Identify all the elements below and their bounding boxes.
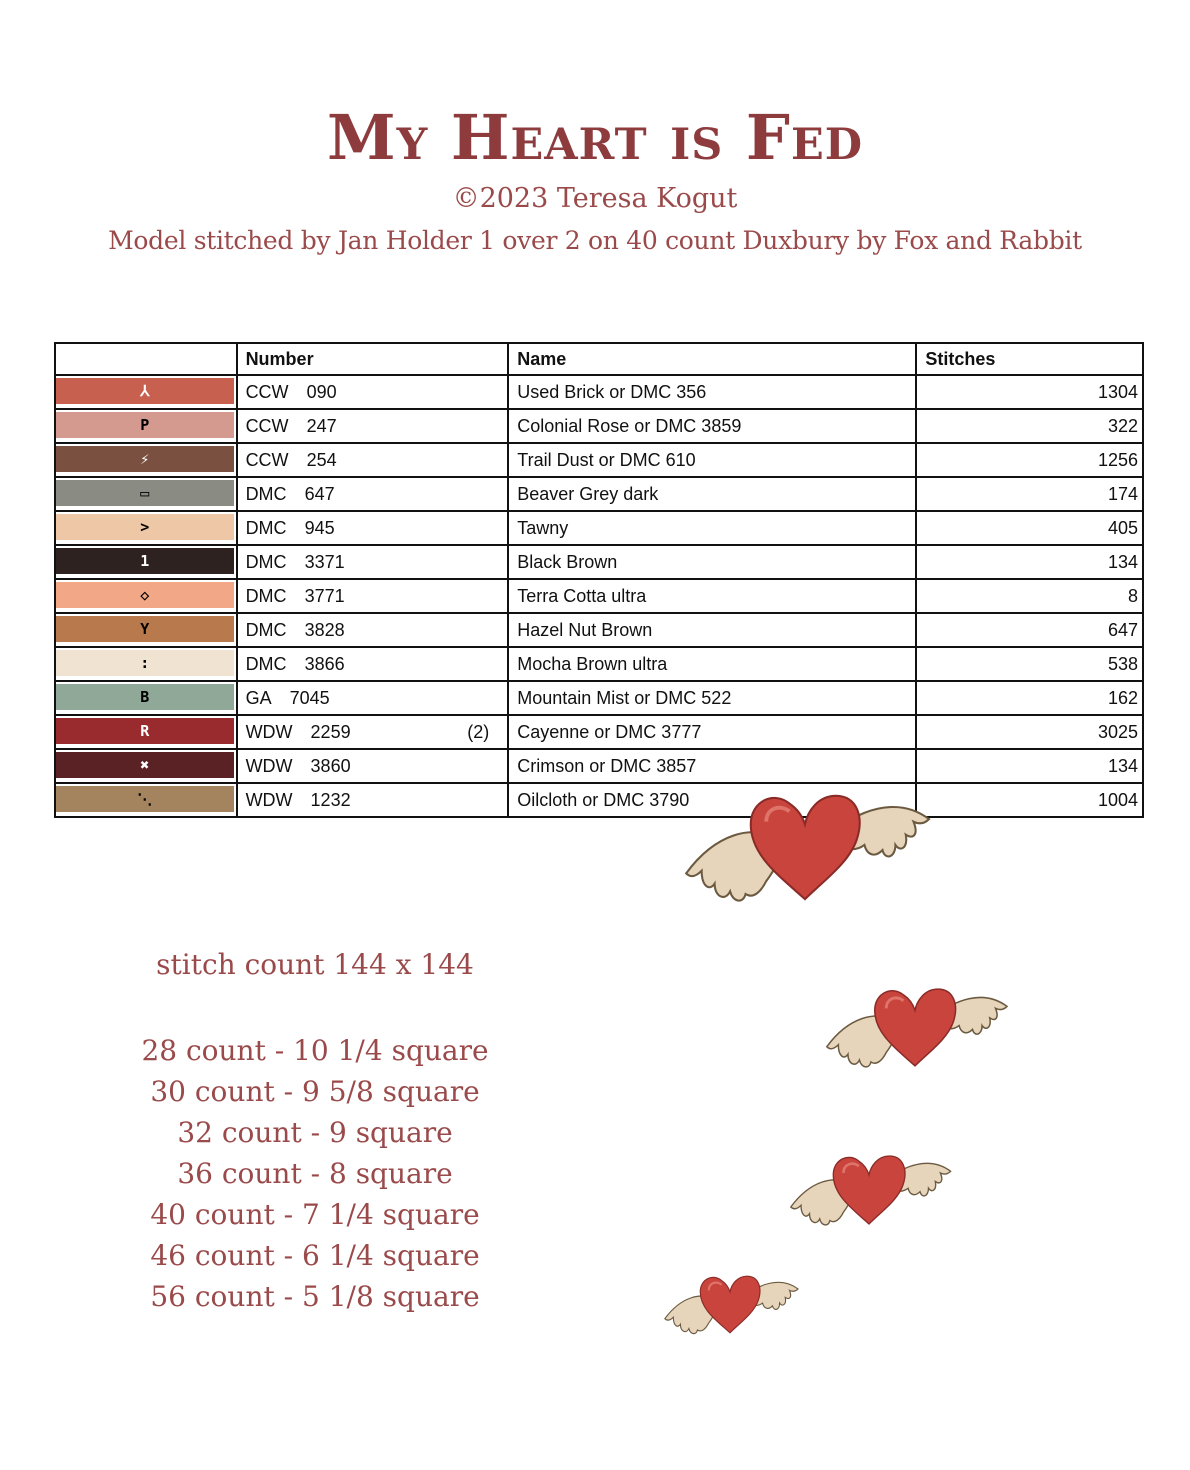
color-swatch: R xyxy=(56,718,234,744)
color-swatch: 1 xyxy=(56,548,234,574)
thread-code: 2259 xyxy=(310,721,351,742)
thread-code: 7045 xyxy=(289,687,330,708)
stitch-count-cell: 134 xyxy=(916,749,1143,783)
thread-name: Oilcloth or DMC 3790 xyxy=(508,783,916,817)
color-swatch: P xyxy=(56,412,234,438)
winged-heart-icon xyxy=(827,989,1007,1067)
stitch-count-cell: 647 xyxy=(916,613,1143,647)
color-swatch: ◇ xyxy=(56,582,234,608)
thread-name: Terra Cotta ultra xyxy=(508,579,916,613)
thread-name: Colonial Rose or DMC 3859 xyxy=(508,409,916,443)
thread-name: Crimson or DMC 3857 xyxy=(508,749,916,783)
thread-name: Tawny xyxy=(508,511,916,545)
thread-name: Used Brick or DMC 356 xyxy=(508,375,916,409)
size-line: 36 count - 8 square xyxy=(177,1157,453,1190)
stitch-count-cell: 174 xyxy=(916,477,1143,511)
stitch-count-cell: 8 xyxy=(916,579,1143,613)
thread-brand: CCW xyxy=(245,381,289,402)
thread-code: 254 xyxy=(306,449,337,470)
size-line: 40 count - 7 1/4 square xyxy=(150,1198,480,1231)
thread-name: Trail Dust or DMC 610 xyxy=(508,443,916,477)
color-swatch: ⅄ xyxy=(56,378,234,404)
size-line: 46 count - 6 1/4 square xyxy=(150,1239,480,1272)
thread-code: 3771 xyxy=(304,585,345,606)
thread-name: Cayenne or DMC 3777 xyxy=(508,715,916,749)
thread-code: 3866 xyxy=(304,653,345,674)
color-swatch: ⋱ xyxy=(56,786,234,812)
color-swatch: ▭ xyxy=(56,480,234,506)
page-title: My Heart is Fed xyxy=(326,101,864,174)
stitch-count-cell: 134 xyxy=(916,545,1143,579)
thread-brand: DMC xyxy=(245,483,287,504)
thread-brand: DMC xyxy=(245,585,287,606)
size-line: 56 count - 5 1/8 square xyxy=(150,1280,480,1313)
thread-code: 3828 xyxy=(304,619,345,640)
winged-heart-icon xyxy=(791,1156,951,1225)
thread-brand: DMC xyxy=(245,517,287,538)
thread-brand: WDW xyxy=(245,721,293,742)
copyright-line: ©2023 Teresa Kogut xyxy=(452,183,738,214)
thread-name: Mocha Brown ultra xyxy=(508,647,916,681)
thread-code: 1232 xyxy=(310,789,351,810)
stitch-count-cell: 405 xyxy=(916,511,1143,545)
thread-name: Beaver Grey dark xyxy=(508,477,916,511)
header-stitches: Stitches xyxy=(916,343,1143,375)
thread-code: 945 xyxy=(304,517,335,538)
thread-brand: GA xyxy=(245,687,272,708)
color-swatch: Y xyxy=(56,616,234,642)
color-swatch: B xyxy=(56,684,234,710)
thread-name: Black Brown xyxy=(508,545,916,579)
thread-brand: WDW xyxy=(245,755,293,776)
thread-name: Hazel Nut Brown xyxy=(508,613,916,647)
strand-note: (2) xyxy=(467,721,490,742)
thread-brand: DMC xyxy=(245,653,287,674)
thread-code: 090 xyxy=(306,381,337,402)
size-line: 28 count - 10 1/4 square xyxy=(141,1034,489,1067)
stitch-count-cell: 538 xyxy=(916,647,1143,681)
thread-code: 3860 xyxy=(310,755,351,776)
thread-brand: DMC xyxy=(245,551,287,572)
thread-code: 3371 xyxy=(304,551,345,572)
model-note: Model stitched by Jan Holder 1 over 2 on 40 count Duxbury by Fox and Rabbit xyxy=(108,226,1082,255)
thread-brand: WDW xyxy=(245,789,293,810)
color-swatch: : xyxy=(56,650,234,676)
winged-heart-icon xyxy=(665,1276,798,1333)
size-line: 32 count - 9 square xyxy=(177,1116,453,1149)
thread-brand: CCW xyxy=(245,415,289,436)
thread-code: 647 xyxy=(304,483,335,504)
stitch-count-cell: 1004 xyxy=(916,783,1143,817)
color-swatch: ⚡ xyxy=(56,446,234,472)
stitch-count: stitch count 144 x 144 xyxy=(156,948,474,981)
stitch-count-cell: 322 xyxy=(916,409,1143,443)
header-name: Name xyxy=(508,343,916,375)
stitch-count-cell: 1256 xyxy=(916,443,1143,477)
color-swatch: ✖ xyxy=(56,752,234,778)
size-line: 30 count - 9 5/8 square xyxy=(150,1075,480,1108)
thread-brand: DMC xyxy=(245,619,287,640)
thread-brand: CCW xyxy=(245,449,289,470)
stitch-count-cell: 1304 xyxy=(916,375,1143,409)
color-swatch: > xyxy=(56,514,234,540)
winged-heart-icon xyxy=(686,796,929,901)
thread-name: Mountain Mist or DMC 522 xyxy=(508,681,916,715)
thread-code: 247 xyxy=(306,415,337,436)
stitch-count-cell: 162 xyxy=(916,681,1143,715)
stitch-count-cell: 3025 xyxy=(916,715,1143,749)
header-number: Number xyxy=(237,343,509,375)
